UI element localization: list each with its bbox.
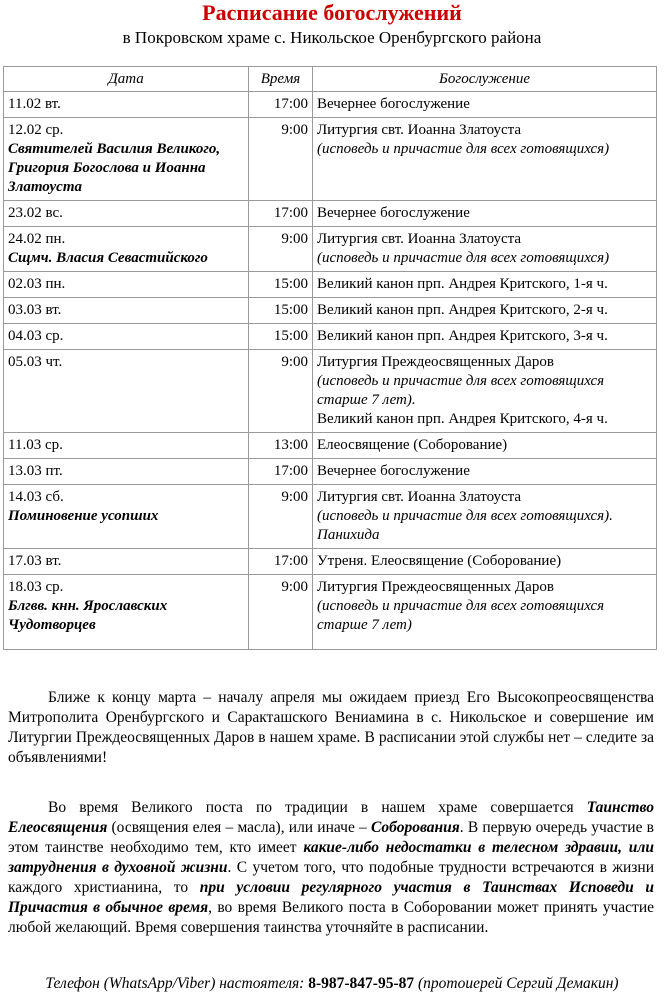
service-note: (исповедь и причастие для всех готовящихся старше 7 лет). xyxy=(317,373,605,408)
service-cell xyxy=(313,575,657,650)
date-text: 18.03 ср. xyxy=(8,579,64,595)
contact-footer xyxy=(0,974,664,994)
time-cell: 9:00 xyxy=(249,575,313,650)
unction-text: . В первую очередь участие в этом таинстве необходимо тем, кто имеет xyxy=(8,819,654,856)
feast-name: Сщмч. Власия Севастийского xyxy=(8,250,208,266)
service-name: Елеосвящение (Соборование) xyxy=(317,437,508,453)
service-cell xyxy=(313,298,657,324)
service-cell xyxy=(313,350,657,433)
table-row xyxy=(4,575,657,650)
date-text: 11.02 вт. xyxy=(8,96,61,112)
service-name: Вечернее богослужение xyxy=(317,463,470,479)
service-cell xyxy=(313,92,657,118)
time-cell: 15:00 xyxy=(249,298,313,324)
feast-name: Поминовение усопших xyxy=(8,508,159,524)
table-row xyxy=(4,485,657,549)
service-cell xyxy=(313,433,657,459)
date-cell xyxy=(4,433,249,459)
table-row xyxy=(4,227,657,272)
table-row xyxy=(4,350,657,433)
notice-paragraph: Ближе к концу марта – началу апреля мы ожидаем приезд Его Высокопреосвященства Митрополита Оренбургского и Саракташского Вениамина в с. Никольское и совершение им Литургии Преждеосвященных Даров в нашем храме. В расписании этой службы нет – следите за объявлениями! xyxy=(8,689,654,766)
date-cell xyxy=(4,485,249,549)
table-row xyxy=(4,459,657,485)
table-row xyxy=(4,118,657,201)
time-cell: 15:00 xyxy=(249,324,313,350)
service-name: Литургия свт. Иоанна Златоуста xyxy=(317,489,522,505)
unction-text: (освящения елея – масла), или иначе – xyxy=(107,819,371,836)
time-cell: 17:00 xyxy=(249,92,313,118)
date-text: 17.03 вт. xyxy=(8,553,62,569)
service-name: Великий канон прп. Андрея Критского, 3-я ч. xyxy=(317,328,608,344)
table-row xyxy=(4,92,657,118)
date-text: 24.02 пн. xyxy=(8,231,66,247)
date-text: 05.03 чт. xyxy=(8,354,63,370)
time-cell: 9:00 xyxy=(249,227,313,272)
service-cell xyxy=(313,485,657,549)
table-row xyxy=(4,324,657,350)
column-header-date: Дата xyxy=(4,67,249,92)
feast-name: Блгвв. кнн. Ярославских Чудотворцев xyxy=(8,598,168,633)
column-header-service: Богослужение xyxy=(313,67,657,92)
table-header-row xyxy=(4,67,657,92)
service-cell xyxy=(313,549,657,575)
table-row xyxy=(4,549,657,575)
date-text: 04.03 ср. xyxy=(8,328,64,344)
date-cell xyxy=(4,298,249,324)
time-cell: 9:00 xyxy=(249,485,313,549)
service-cell xyxy=(313,118,657,201)
date-cell xyxy=(4,201,249,227)
service-name: Вечернее богослужение xyxy=(317,96,470,112)
schedule-table xyxy=(3,66,657,650)
service-note: (исповедь и причастие для всех готовящихся). xyxy=(317,508,613,524)
service-name: Великий канон прп. Андрея Критского, 4-я ч. xyxy=(317,411,608,427)
date-text: 13.03 пт. xyxy=(8,463,63,479)
service-note: (исповедь и причастие для всех готовящихся) xyxy=(317,250,610,266)
service-note: Панихида xyxy=(317,527,380,543)
service-cell xyxy=(313,227,657,272)
unction-paragraph xyxy=(8,798,654,938)
service-cell xyxy=(313,272,657,298)
date-cell xyxy=(4,272,249,298)
service-cell xyxy=(313,201,657,227)
time-cell: 15:00 xyxy=(249,272,313,298)
unction-text: . С учетом того, что подобные трудности встречаются в жизни каждого христианина, то xyxy=(8,859,654,896)
service-cell xyxy=(313,324,657,350)
service-name: Вечернее богослужение xyxy=(317,205,470,221)
date-text: 03.03 вт. xyxy=(8,302,62,318)
phone-label: Телефон (WhatsApp/Viber) настоятеля: xyxy=(45,975,309,992)
date-text: 11.03 ср. xyxy=(8,437,63,453)
date-cell xyxy=(4,118,249,201)
time-cell: 9:00 xyxy=(249,118,313,201)
time-cell: 17:00 xyxy=(249,549,313,575)
unction-emphasis: Соборования xyxy=(370,819,460,836)
service-name: Литургия Преждеосвященных Даров xyxy=(317,354,554,370)
phone-number: 8-987-847-95-87 xyxy=(308,975,415,992)
service-cell xyxy=(313,459,657,485)
service-name: Литургия свт. Иоанна Златоуста xyxy=(317,122,522,138)
unction-emphasis: какие-либо недостатки в телесном здравии, или затруднения в духовной жизни xyxy=(8,839,654,876)
time-cell: 13:00 xyxy=(249,433,313,459)
priest-name: (протоиерей Сергий Демакин) xyxy=(414,975,619,992)
date-cell xyxy=(4,549,249,575)
service-note: (исповедь и причастие для всех готовящихся старше 7 лет) xyxy=(317,598,605,633)
date-cell xyxy=(4,227,249,272)
table-row xyxy=(4,433,657,459)
time-cell: 17:00 xyxy=(249,459,313,485)
column-header-time: Время xyxy=(249,67,313,92)
date-text: 23.02 вс. xyxy=(8,205,63,221)
unction-emphasis: при условии регулярного участия в Таинствах Исповеди и Причастия в обычное время xyxy=(8,879,654,916)
service-name: Литургия Преждеосвященных Даров xyxy=(317,579,554,595)
date-text: 12.02 ср. xyxy=(8,122,64,138)
feast-name: Святителей Василия Великого, Григория Богослова и Иоанна Златоуста xyxy=(8,141,221,195)
date-cell xyxy=(4,324,249,350)
date-cell xyxy=(4,459,249,485)
date-text: 02.03 пн. xyxy=(8,276,66,292)
service-name: Великий канон прп. Андрея Критского, 1-я ч. xyxy=(317,276,608,292)
date-cell xyxy=(4,575,249,650)
service-name: Великий канон прп. Андрея Критского, 2-я ч. xyxy=(317,302,608,318)
time-cell: 9:00 xyxy=(249,350,313,433)
service-name: Утреня. Елеосвящение (Соборование) xyxy=(317,553,562,569)
service-name: Литургия свт. Иоанна Златоуста xyxy=(317,231,522,247)
page-title: Расписание богослужений xyxy=(202,0,462,25)
service-note: (исповедь и причастие для всех готовящихся) xyxy=(317,141,610,157)
unction-text: , во время Великого поста в Соборовании может принять участие любой желающий. Время совершения таинства уточняйте в расписании. xyxy=(8,899,654,936)
table-row xyxy=(4,298,657,324)
date-text: 14.03 сб. xyxy=(8,489,64,505)
page-subtitle: в Покровском храме с. Никольское Оренбургского района xyxy=(122,28,542,47)
time-cell: 17:00 xyxy=(249,201,313,227)
unction-text: Во время Великого поста по традиции в нашем храме совершается xyxy=(48,799,587,816)
unction-emphasis: Таинство Елеосвящения xyxy=(8,799,654,836)
date-cell xyxy=(4,350,249,433)
date-cell xyxy=(4,92,249,118)
table-row xyxy=(4,272,657,298)
table-row xyxy=(4,201,657,227)
